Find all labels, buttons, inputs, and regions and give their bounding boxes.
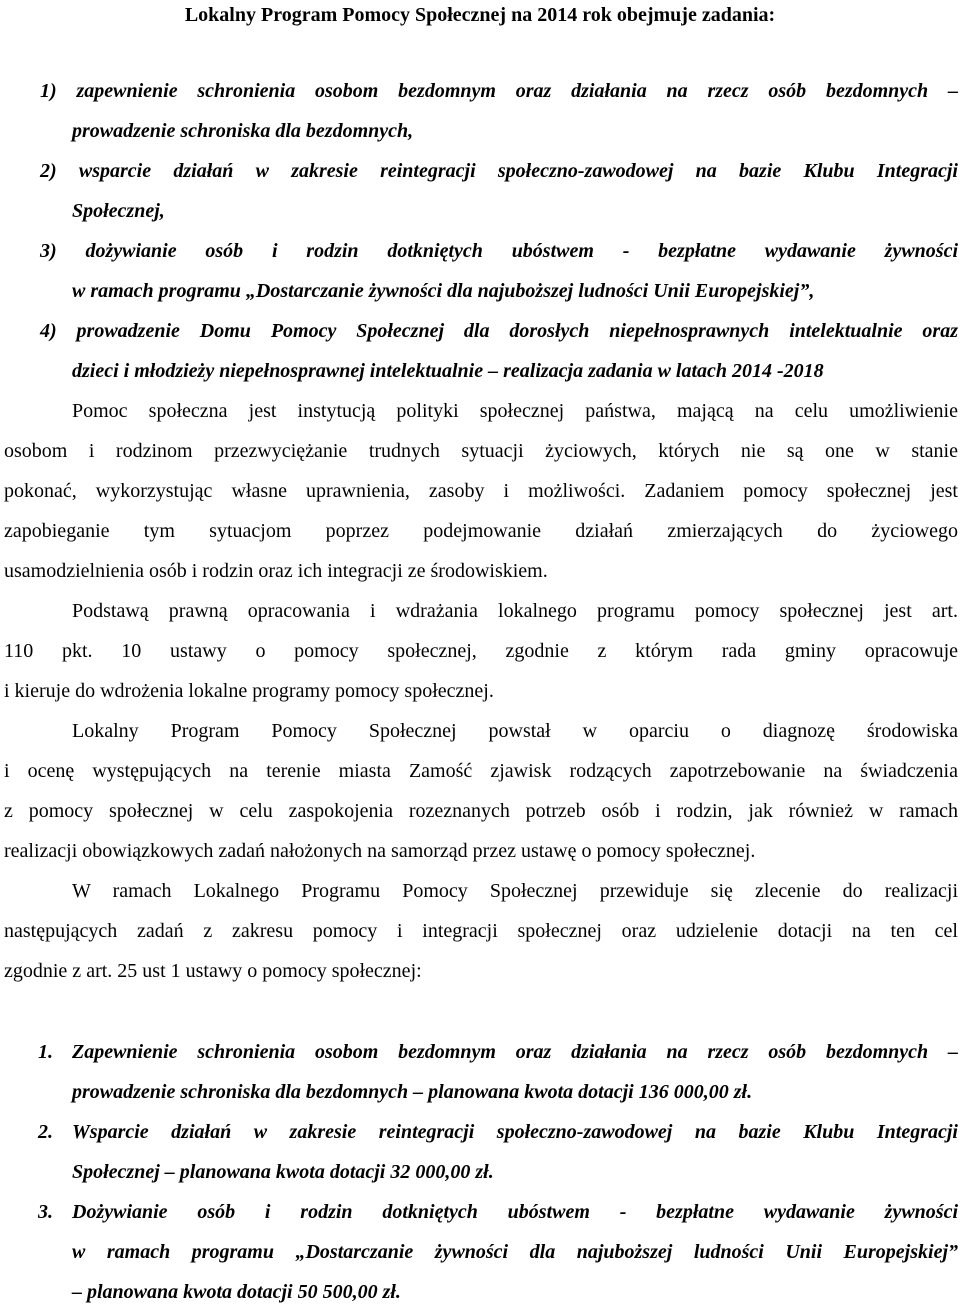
grant-1-line-1: Zapewnienie schronienia osobom bezdomnym oraz działania na rzecz osób bezdomnych – <box>72 1041 958 1063</box>
grant-1-line-2: prowadzenie schroniska dla bezdomnych – planowana kwota dotacji 136 000,00 zł. <box>72 1081 753 1103</box>
grant-3-line-2: w ramach programu „Dostarczanie żywności dla najuboższej ludności Unii Europejskiej” <box>72 1241 958 1263</box>
paragraph-2-line-3: i kieruje do wdrożenia lokalne programy pomocy społecznej. <box>4 680 494 702</box>
paragraph-4-line-1: W ramach Lokalnego Programu Pomocy Społecznej przewiduje się zlecenie do realizacji <box>72 880 958 902</box>
paragraph-3-line-4: realizacji obowiązkowych zadań nałożonych na samorząd przez ustawę o pomocy społecznej. <box>4 840 756 862</box>
task-4-line-1: 4) prowadzenie Domu Pomocy Społecznej dla dorosłych niepełnosprawnych intelektualnie oraz <box>40 320 958 342</box>
grant-2-line-1: Wsparcie działań w zakresie reintegracji społeczno-zawodowej na bazie Klubu Integracji <box>72 1121 958 1143</box>
task-2-line-2: Społecznej, <box>72 200 165 222</box>
paragraph-1-line-1: Pomoc społeczna jest instytucją polityki społecznej państwa, mającą na celu umożliwienie <box>72 400 958 422</box>
paragraph-2-line-2: 110 pkt. 10 ustawy o pomocy społecznej, zgodnie z którym rada gminy opracowuje <box>4 640 958 662</box>
task-4-line-2: dzieci i młodzieży niepełnosprawnej intelektualnie – realizacja zadania w latach 2014 -2018 <box>72 360 824 382</box>
paragraph-4-line-3: zgodnie z art. 25 ust 1 ustawy o pomocy społecznej: <box>4 960 422 982</box>
grant-2-number: 2. <box>38 1121 53 1143</box>
paragraph-4-line-2: następujących zadań z zakresu pomocy i integracji społecznej oraz udzielenie dotacji na ten cel <box>4 920 958 942</box>
paragraph-1-line-2: osobom i rodzinom przezwyciężanie trudnych sytuacji życiowych, których nie są one w stanie <box>4 440 958 462</box>
task-1-line-2: prowadzenie schroniska dla bezdomnych, <box>72 120 414 142</box>
grant-2-line-2: Społecznej – planowana kwota dotacji 32 000,00 zł. <box>72 1161 494 1183</box>
paragraph-3-line-3: z pomocy społecznej w celu zaspokojenia rozeznanych potrzeb osób i rodzin, jak również w ramach <box>4 800 958 822</box>
paragraph-3-line-2: i ocenę występujących na terenie miasta Zamość zjawisk rodzących zapotrzebowanie na świadczenia <box>4 760 958 782</box>
grant-3-line-1: Dożywianie osób i rodzin dotkniętych ubóstwem - bezpłatne wydawanie żywności <box>72 1201 958 1223</box>
paragraph-1-line-3: pokonać, wykorzystując własne uprawnienia, zasoby i możliwości. Zadaniem pomocy społecznej jest <box>4 480 958 502</box>
task-1-line-1: 1) zapewnienie schronienia osobom bezdomnym oraz działania na rzecz osób bezdomnych – <box>40 80 958 102</box>
paragraph-3-line-1: Lokalny Program Pomocy Społecznej powstał w oparciu o diagnozę środowiska <box>72 720 958 742</box>
task-2-line-1: 2) wsparcie działań w zakresie reintegracji społeczno-zawodowej na bazie Klubu Integracji <box>40 160 958 182</box>
paragraph-2-line-1: Podstawą prawną opracowania i wdrażania lokalnego programu pomocy społecznej jest art. <box>72 600 958 622</box>
paragraph-1-line-4: zapobieganie tym sytuacjom poprzez podejmowanie działań zmierzających do życiowego <box>4 520 958 542</box>
grant-1-number: 1. <box>38 1041 53 1063</box>
document-title: Lokalny Program Pomocy Społecznej na 2014 rok obejmuje zadania: <box>184 4 776 26</box>
grant-3-line-3: – planowana kwota dotacji 50 500,00 zł. <box>72 1281 401 1303</box>
grant-3-number: 3. <box>38 1201 53 1223</box>
task-3-line-2: w ramach programu „Dostarczanie żywności dla najuboższej ludności Unii Europejskiej”, <box>72 280 815 302</box>
task-3-line-1: 3) dożywianie osób i rodzin dotkniętych ubóstwem - bezpłatne wydawanie żywności <box>40 240 958 262</box>
paragraph-1-line-5: usamodzielnienia osób i rodzin oraz ich integracji ze środowiskiem. <box>4 560 548 582</box>
